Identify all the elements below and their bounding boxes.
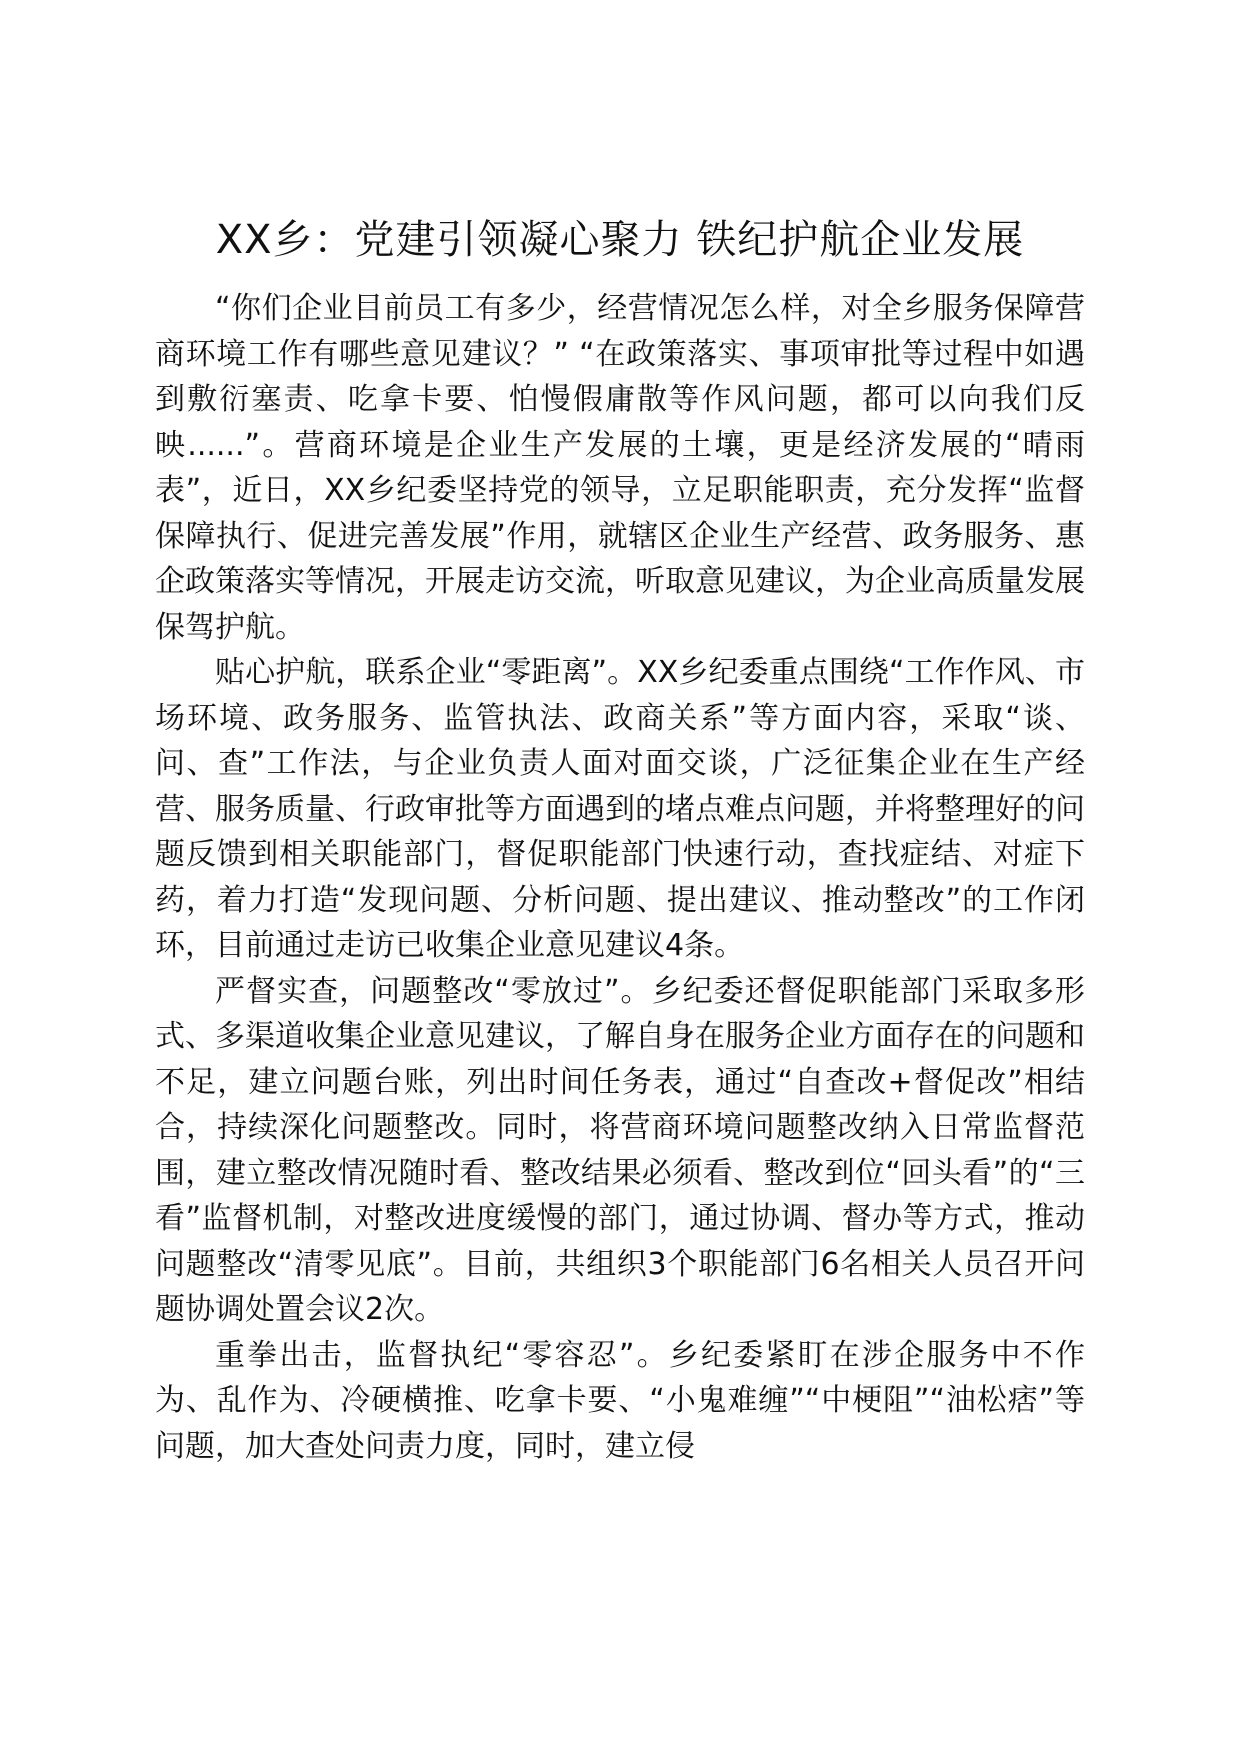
paragraph-intro: “你们企业目前员工有多少，经营情况怎么样，对全乡服务保障营商环境工作有哪些意见建议？” “在政策落实、事项审批等过程中如遇到敷衍塞责、吃拿卡要、怕慢假庸散等作风问题，都可以向我们反映......”。营商环境是企业生产发展的土壤，更是经济发展的“晴雨表”，近日，XX乡纪委坚持党的领导，立足职能职责，充分发挥“监督保障执行、促进完善发展”作用，就辖区企业生产经营、政务服务、惠企政策落实等情况，开展走访交流，听取意见建议，为企业高质量发展保驾护航。 [155, 291, 1085, 645]
document-title: XX乡：党建引领凝心聚力 铁纪护航企业发展 [215, 217, 1025, 263]
paragraph-close-contact: 贴心护航，联系企业“零距离”。XX乡纪委重点围绕“工作作风、市场环境、政务服务、监管执法、政商关系”等方面内容，采取“谈、问、查”工作法，与企业负责人面对面交谈，广泛征集企业在生产经营、服务质量、行政审批等方面遇到的堵点难点问题，并将整理好的问题反馈到相关职能部门，督促职能部门快速行动，查找症结、对症下药，着力打造“发现问题、分析问题、提出建议、推动整改”的工作闭环，目前通过走访已收集企业意见建议4条。 [155, 655, 1085, 963]
document-body [155, 286, 1085, 1469]
paragraph-strict-rectification: 严督实查，问题整改“零放过”。乡纪委还督促职能部门采取多形式、多渠道收集企业意见建议，了解自身在服务企业方面存在的问题和不足，建立问题台账，列出时间任务表，通过“自查改+督促改”相结合，持续深化问题整改。同时，将营商环境问题整改纳入日常监督范围，建立整改情况随时看、整改结果必须看、整改到位“回头看”的“三看”监督机制，对整改进度缓慢的部门，通过协调、督办等方式，推动问题整改“清零见底”。目前，共组织3个职能部门6名相关人员召开问题协调处置会议2次。 [155, 973, 1085, 1327]
paragraph-zero-tolerance: 重拳出击，监督执纪“零容忍”。乡纪委紧盯在涉企服务中不作为、乱作为、冷硬横推、吃拿卡要、“小鬼难缠”“中梗阻”“油松痞”等问题，加大查处问责力度，同时，建立侵 [155, 1337, 1085, 1464]
